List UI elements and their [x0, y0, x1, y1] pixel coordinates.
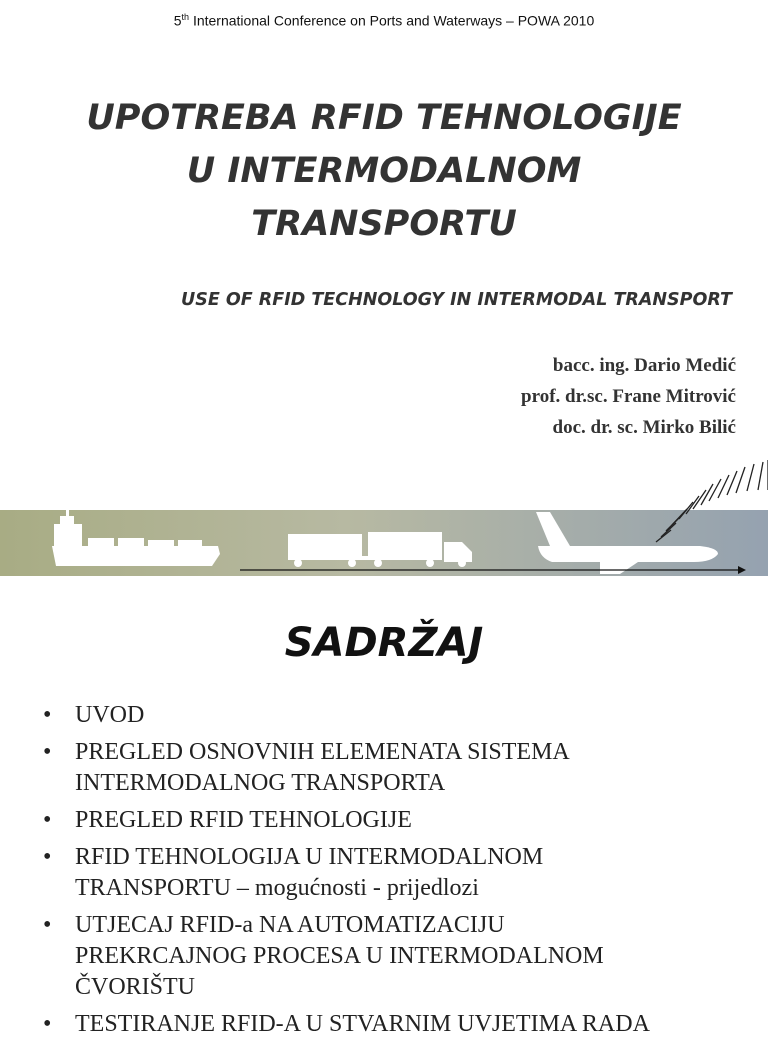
list-item: • UTJECAJ RFID-a NA AUTOMATIZACIJU PREKRCAJNOG PROCESA U INTERMODALNOM ČVORIŠTU [43, 912, 604, 1000]
title-line-3: TRANSPORTU [251, 204, 517, 244]
bullet-icon: • [43, 739, 52, 765]
title-line-2: U INTERMODALNOM [186, 151, 582, 191]
slide-subtitle: USE OF RFID TECHNOLOGY IN INTERMODAL TRANSPORT [181, 290, 732, 310]
list-item: • UVOD [40, 700, 740, 731]
list-item: • TESTIRANJE RFID-A U STVARNIM UVJETIMA RADA [40, 1009, 740, 1040]
author-3: doc. dr. sc. Mirko Bilić [552, 417, 736, 438]
bullet-icon: • [43, 702, 52, 728]
author-1: bacc. ing. Dario Medić [552, 355, 736, 376]
conference-header: 5th International Conference on Ports and Waterways – POWA 2010 [173, 12, 595, 29]
list-item: • PREGLED OSNOVNIH ELEMENATA SISTEMA INTERMODALNOG TRANSPORTA [43, 739, 570, 796]
list-item: • PREGLED RFID TEHNOLOGIJE [40, 805, 740, 836]
author-2: prof. dr.sc. Frane Mitrović [521, 386, 736, 407]
bullet-icon: • [43, 844, 52, 870]
title-line-1: UPOTREBA RFID TEHNOLOGIJE [86, 98, 682, 138]
list-item: • RFID TEHNOLOGIJA U INTERMODALNOM TRANSPORTU – mogućnosti - prijedlozi [43, 844, 544, 901]
bullet-icon: • [43, 1011, 52, 1037]
authors-list [521, 350, 736, 443]
slide-title [20, 92, 748, 251]
contents-list [40, 700, 740, 1046]
transport-band [0, 450, 768, 582]
bullet-icon: • [43, 912, 52, 938]
contents-slide [0, 582, 768, 1037]
contents-title: SADRŽAJ [284, 620, 484, 666]
bullet-icon: • [43, 807, 52, 833]
